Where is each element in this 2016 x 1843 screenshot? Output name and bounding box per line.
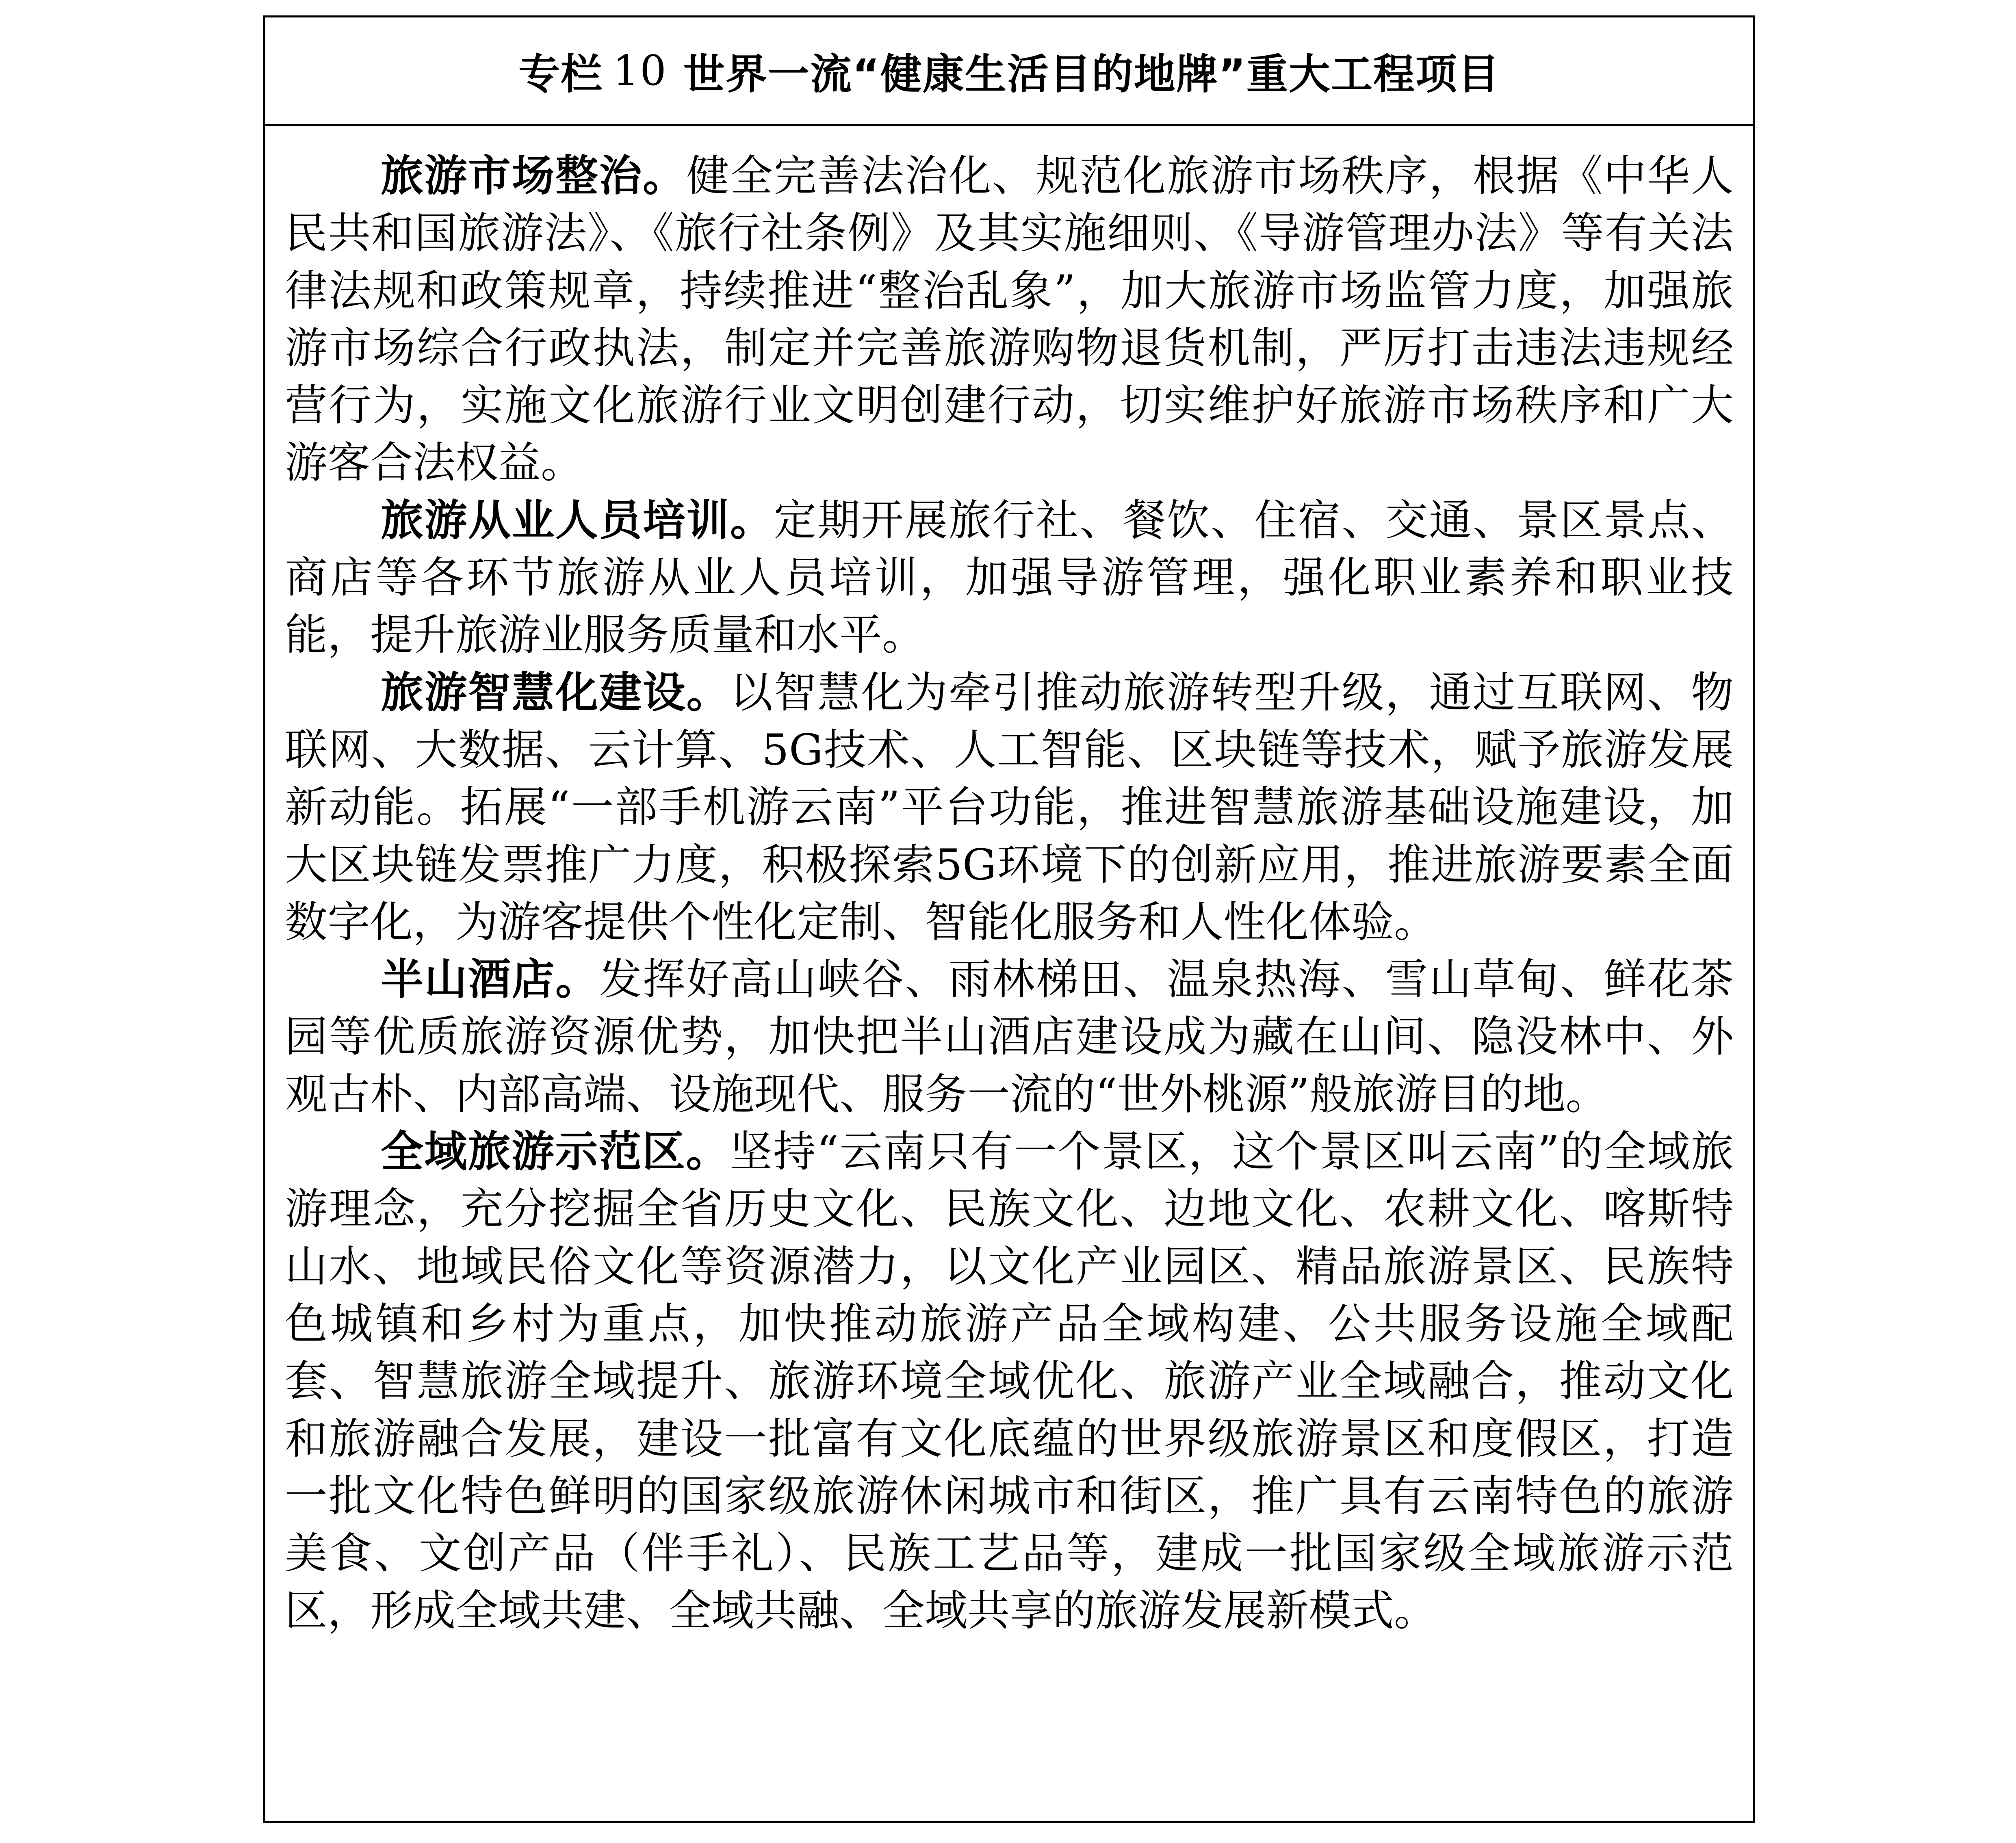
paragraph-text: 健全完善法治化、规范化旅游市场秩序，根据《中华人民共和国旅游法》、《旅行社条例》及其实施细则、《导游管理办法》等有关法律法规和政策规章，持续推进“整治乱象”，加大旅游市场监管力度，加强旅游市场综合行政执法，制定并完善旅游购物退货机制，严厉打击违法违规经营行为，实施文化旅游行业文明创建行动，切实维护好旅游市场秩序和广大游客合法权益。 <box>285 151 1734 488</box>
paragraph-heading: 旅游智慧化建设。 <box>381 667 730 717</box>
column-title-text: 世界一流“健康生活目的地牌”重大工程项目 <box>683 50 1500 99</box>
paragraph-text: 定期开展旅行社、餐饮、住宿、交通、景区景点、商店等各环节旅游从业人员培训，加强导游管理，强化职业素养和职业技能，提升旅游业服务质量和水平。 <box>285 495 1734 660</box>
paragraph-market-regulation <box>285 147 1734 492</box>
special-column-box <box>263 15 1755 1823</box>
paragraph-text: 以智慧化为牵引推动旅游转型升级，通过互联网、物联网、大数据、云计算、5G技术、人工智能、区块链等技术，赋予旅游发展新动能。拓展“一部手机游云南”平台功能，推进智慧旅游基础设施建设，加大区块链发票推广力度，积极探索5G环境下的创新应用，推进旅游要素全面数字化，为游客提供个性化定制、智能化服务和人性化体验。 <box>285 667 1734 947</box>
paragraph-heading: 旅游市场整治。 <box>381 151 687 201</box>
paragraph-heading: 全域旅游示范区。 <box>381 1127 730 1177</box>
paragraph-smart-tourism <box>285 664 1734 951</box>
column-title <box>265 17 1753 126</box>
paragraph-heading: 半山酒店。 <box>381 955 599 1005</box>
column-body <box>285 147 1734 1640</box>
paragraph-mountain-hotels <box>285 951 1734 1123</box>
paragraph-heading: 旅游从业人员培训。 <box>381 495 774 545</box>
paragraph-all-for-one-tourism <box>285 1123 1734 1640</box>
paragraph-text: 坚持“云南只有一个景区，这个景区叫云南”的全域旅游理念，充分挖掘全省历史文化、民族文化、边地文化、农耕文化、喀斯特山水、地域民俗文化等资源潜力，以文化产业园区、精品旅游景区、民族特色城镇和乡村为重点，加快推动旅游产品全域构建、公共服务设施全域配套、智慧旅游全域提升、旅游环境全域优化、旅游产业全域融合，推动文化和旅游融合发展，建设一批富有文化底蕴的世界级旅游景区和度假区，打造一批文化特色鲜明的国家级旅游休闲城市和街区，推广具有云南特色的旅游美食、文创产品（伴手礼）、民族工艺品等，建成一批国家级全域旅游示范区，形成全域共建、全域共融、全域共享的旅游发展新模式。 <box>285 1127 1734 1636</box>
paragraph-staff-training <box>285 492 1734 664</box>
column-title-prefix: 专栏 <box>518 50 603 99</box>
column-title-number: 10 <box>613 47 667 95</box>
paragraph-text: 发挥好高山峡谷、雨林梯田、温泉热海、雪山草甸、鲜花茶园等优质旅游资源优势，加快把半山酒店建设成为藏在山间、隐没林中、外观古朴、内部高端、设施现代、服务一流的“世外桃源”般旅游目的地。 <box>285 955 1734 1119</box>
